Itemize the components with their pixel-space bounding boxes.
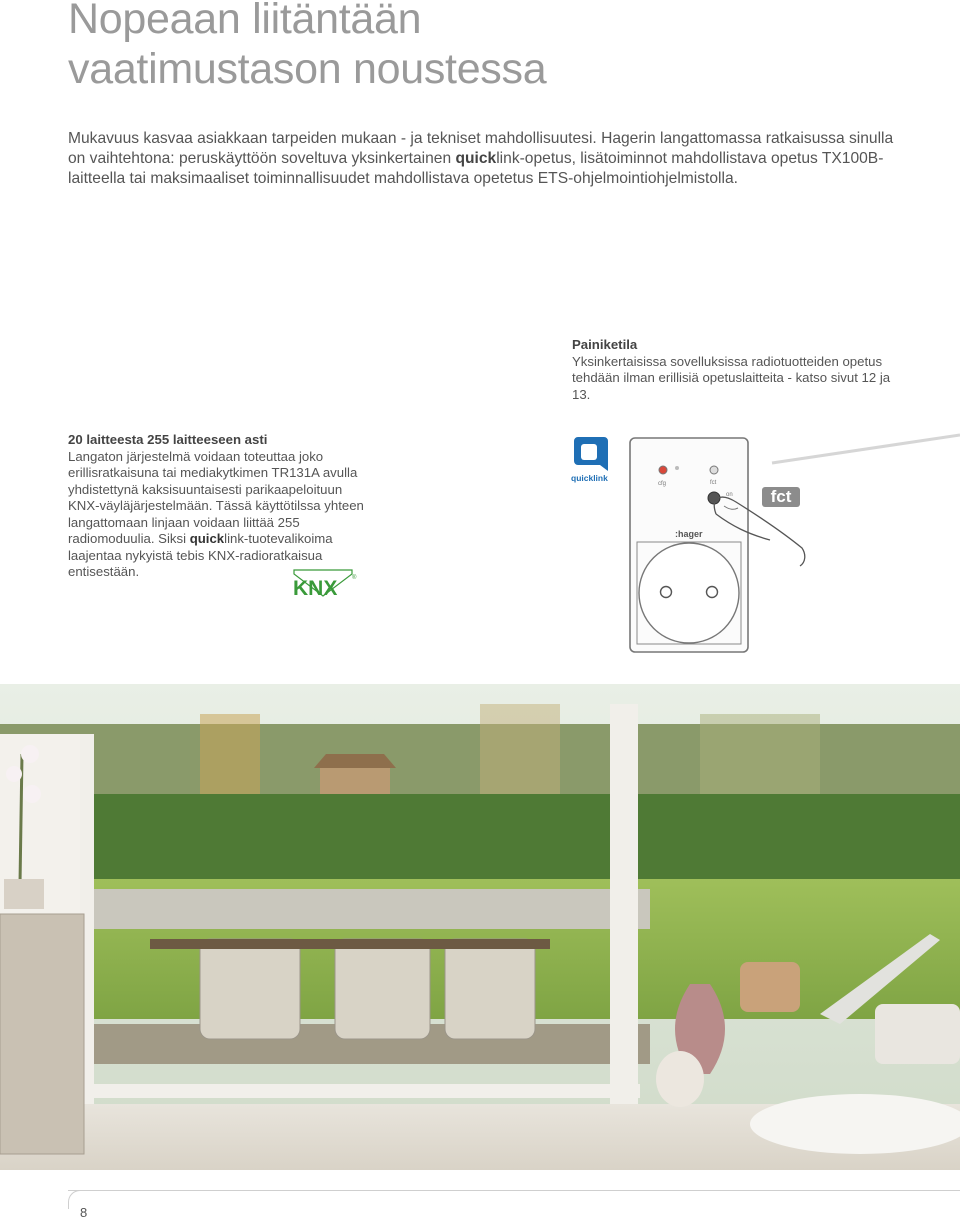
socket-hole-right <box>707 587 718 598</box>
socket-face <box>639 543 739 643</box>
retaining-wall <box>90 889 650 929</box>
socket-hole-left <box>661 587 672 598</box>
knx-logo-reg: ® <box>352 575 357 581</box>
page-number: 8 <box>80 1205 88 1220</box>
laitteet-heading: 20 laitteesta 255 laitteeseen asti <box>68 432 268 447</box>
fct-label: fct <box>710 480 717 486</box>
quicklink-logo-text: quicklink <box>571 473 608 483</box>
on-label: on <box>726 492 733 498</box>
hedge <box>60 794 960 884</box>
painiketila-heading: Painiketila <box>572 337 638 352</box>
intro-text-2: link-opetus, lisätoiminnot mahdollistava opetus TX100B-laitteella tai maksimaaliset toiminnallisuudet mahdollistava opetetus ETS-ohjelmointiohjelmistolla. <box>68 150 884 187</box>
knx-logo <box>288 566 358 600</box>
intro-quick-bold: quick <box>455 150 497 167</box>
footer-divider <box>68 1190 960 1191</box>
garden-table <box>150 939 550 949</box>
quicklink-logo-cutout <box>581 444 597 460</box>
cfg-label: cfg <box>658 481 667 487</box>
rug <box>750 1094 960 1154</box>
page-title <box>68 0 546 94</box>
cfg-led-icon <box>659 466 667 474</box>
pointer-line <box>772 435 960 463</box>
status-led-icon <box>675 466 679 470</box>
quicklink-logo <box>568 435 612 485</box>
fct-badge: fct <box>762 487 800 507</box>
laitteet-quick-bold: quick <box>189 531 225 546</box>
flower-pot <box>740 962 800 1012</box>
fct-led-icon <box>710 466 718 474</box>
window-frame-bottom <box>80 1084 640 1098</box>
page-title-line-2: vaatimustason noustessa <box>68 45 547 93</box>
laitteet-body-2: link-tuotevalikoima laajentaa nykyistä tebis KNX-radioratkaisua entisestään. <box>68 531 333 579</box>
garden-photo <box>0 684 960 1170</box>
painiketila-box <box>572 337 892 403</box>
tree-house-roof <box>314 754 396 768</box>
knx-logo-text: KNX <box>293 577 338 600</box>
garden-chairs <box>200 939 535 1039</box>
page-title-line-1: Nopeaan liitäntään <box>68 0 422 43</box>
intro-paragraph <box>68 129 898 189</box>
painiketila-body: Yksinkertaisissa sovelluksissa radiotuotteiden opetus tehdään ilman erillisiä opetuslaitteita - katso sivut 12 ja 13. <box>572 353 891 402</box>
intro-text-1: Mukavuus kasvaa asiakkaan tarpeiden mukaan - ja tekniset mahdollisuutesi. Hagerin langattomassa ratkaisussa sinulla on vaihtehtona: peruskäyttöön soveltuva yksinkertainen <box>68 130 894 167</box>
laitteet-box <box>68 432 368 581</box>
device-illustration <box>620 430 960 660</box>
window-frame-middle <box>610 704 638 1104</box>
laitteet-body-1: Langaton järjestelmä voidaan toteuttaa joko erillisratkaisuna tai mediakytkimen TR131A avulla yhdistettynä kaksisuuntaisesti parikaapeloituun KNX-väyläjärjestelmään. Tässä käyttötilssa yhteen langattomaan linjaan voidaan liittää 255 radiomoduulia. Siksi <box>68 448 364 546</box>
round-vase <box>656 1051 704 1107</box>
hager-brand: :hager <box>675 529 703 539</box>
ottoman <box>875 1004 960 1064</box>
sideboard <box>0 914 84 1154</box>
